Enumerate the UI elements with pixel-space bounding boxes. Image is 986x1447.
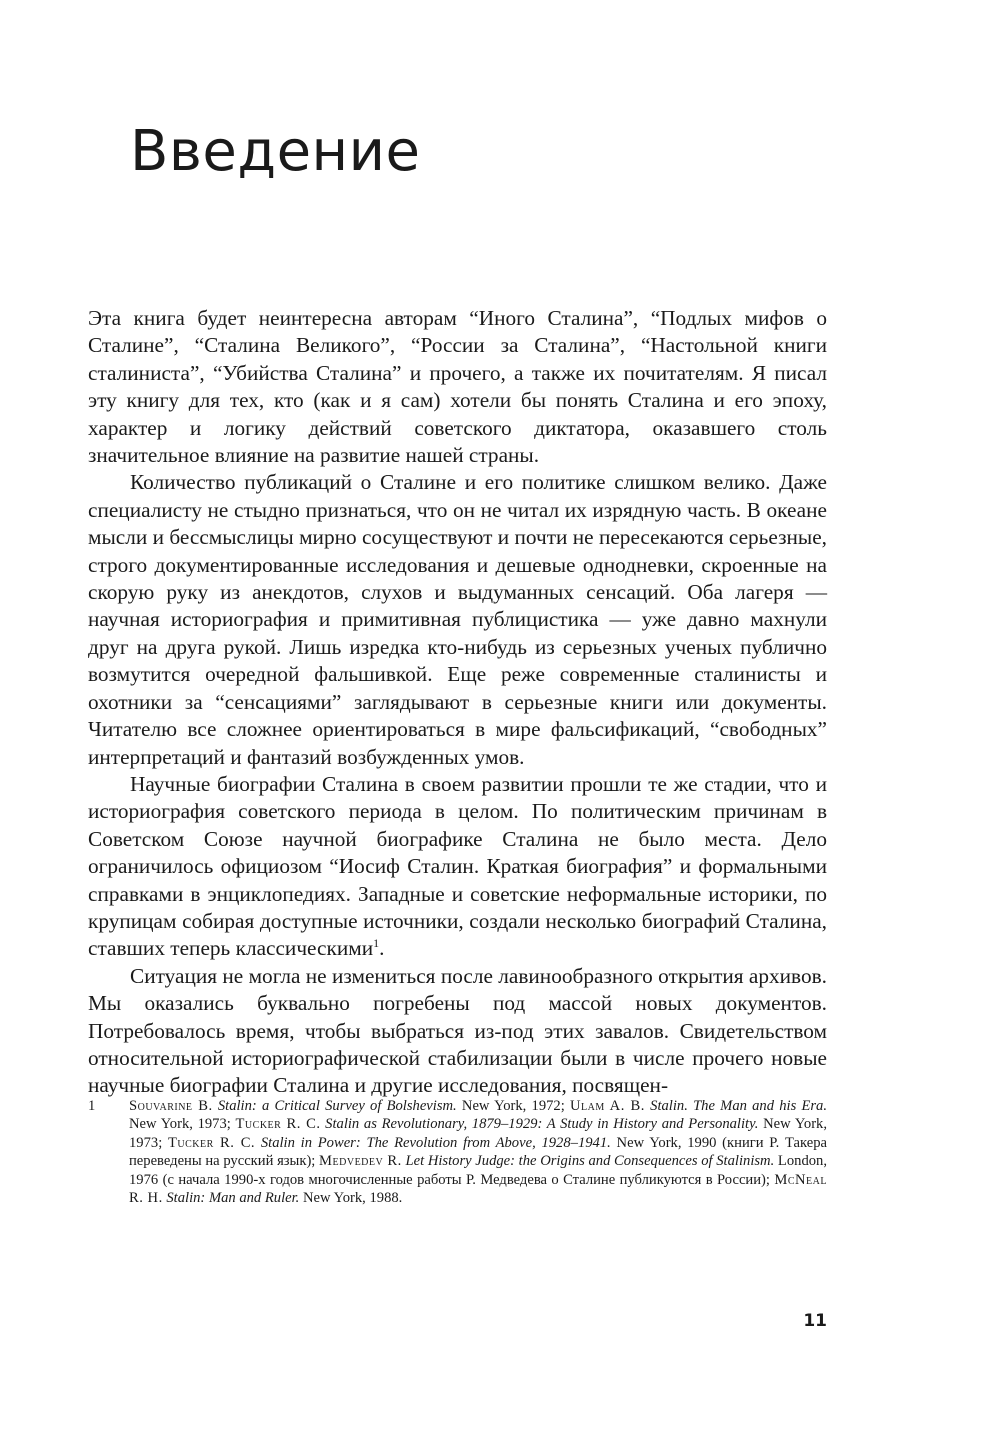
paragraph-text: Научные биографии Сталина в своем развитии прошли те же стадии, что и историография советского периода в целом. По политическим причинам в Советском Союзе научной биографике Сталина не было места. Дело ограничилось официозом “Иосиф Сталин. Краткая биография” и формальными справками в энциклопедиях. Западные и советские неформальные историки, по крупицам собирая доступные источники, создали несколько биографий Сталина, ставших теперь классическими: [88, 771, 827, 961]
footnote-text-run: London, 1976 (с начала 1990-х годов многочисленные работы Р. Медведева о Сталине публикуются в России);: [129, 1153, 827, 1188]
footnote-reference[interactable]: 1: [373, 936, 380, 951]
paragraph: Научные биографии Сталина в своем развитии прошли те же стадии, что и историография советского периода в целом. По политическим причинам в Советском Союзе научной биографике Сталина не было места. Дело ограничилось официозом “Иосиф Сталин. Краткая биография” и формальными справками в энциклопедиях. Западные и советские неформальные историки, по крупицам собирая доступные источники, создали несколько биографий Сталина, ставших теперь классическими$^1$.: [88, 771, 827, 961]
footnote-author: Ulam A. B.: [569, 1098, 645, 1114]
footnote-text-run: New York, 1990 (книги Р. Такера переведены на русский язык);: [129, 1134, 828, 1170]
chapter-title: Введение: [130, 119, 421, 184]
paragraph: [88, 963, 827, 1100]
footnote-book-title: Stalin: Man and Ruler.: [166, 1190, 300, 1207]
footnote-author: Tucker R. C.: [168, 1134, 256, 1151]
paragraph: [88, 305, 827, 469]
footnote-book-title: Stalin. The Man and his Era.: [650, 1098, 828, 1114]
footnote-text-run: New York, 1988.: [299, 1190, 403, 1207]
footnote-number: 1: [88, 1098, 96, 1114]
body-text: [88, 305, 827, 1100]
page-number: 11: [803, 1311, 827, 1331]
footnote-text: [129, 1097, 827, 1207]
footnote-author: Tucker R. C.: [235, 1116, 321, 1133]
footnote-text-run: New York, 1973;: [129, 1116, 236, 1133]
paragraph-text: Эта книга будет неинтересна авторам “Иного Сталина”, “Подлых мифов о Сталине”, “Сталина Великого”, “России за Сталина”, “Настольной книги сталиниста”, “Убийства Сталина” и прочего, а также их почитателям. Я писал эту книгу для тех, кто (как и я сам) хотели бы понять Сталина и его эпоху, характер и логику действий советского диктатора, оказавшего столь значительное влияние на развитие нашей страны.: [88, 306, 827, 468]
footnote-text-run: New York, 1973;: [129, 1116, 827, 1151]
footnote-book-title: Stalin: a Critical Survey of Bolshevism.: [217, 1098, 457, 1114]
footnote-author: Souvarine B.: [129, 1098, 213, 1114]
footnote-book-title: Stalin in Power: The Revolution from Above, 1928–1941.: [260, 1134, 611, 1151]
paragraph-text: Ситуация не могла не измениться после лавинообразного открытия архивов. Мы оказались буквально погребены под массой новых документов. Потребовалось время, чтобы выбраться из-под этих завалов. Свидетельством относительной историографической стабилизации были в числе прочего новые научные биографии Сталина и другие исследования, посвящен-: [88, 963, 827, 1098]
footnote-author: McNeal R. H.: [129, 1171, 827, 1207]
footnote-book-title: Let History Judge: the Origins and Consequences of Stalinism.: [405, 1153, 775, 1170]
footnote-author: Medvedev R.: [319, 1153, 402, 1170]
footnote-text-run: New York, 1972;: [456, 1098, 570, 1114]
paragraph: [88, 469, 827, 770]
paragraph-text: Количество публикаций о Сталине и его политике слишком велико. Даже специалисту не стыдно признаться, что он не читал их изрядную часть. В океане мысли и бессмыслицы мирно сосуществуют и почти не пересекаются серьезные, строго документированные исследования и дешевые однодневки, скроенные на скорую руку из анекдотов, слухов и выдуманных сенсаций. Оба лагеря — научная историография и примитивная публицистика — уже давно махнули друг на друга рукой. Лишь изредка кто-нибудь из серьезных ученых публично возмутится очередной фальшивкой. Еще реже современные сталинисты и охотники за “сенсациями” заглядывают в серьезные книги или документы. Читателю все сложнее ориентироваться в мире фальсификаций, “свободных” интерпретаций и фантазий возбужденных умов.: [88, 470, 827, 769]
footnote-book-title: Stalin as Revolutionary, 1879–1929: A Study in History and Personality.: [325, 1116, 759, 1133]
footnote: [88, 1097, 827, 1207]
